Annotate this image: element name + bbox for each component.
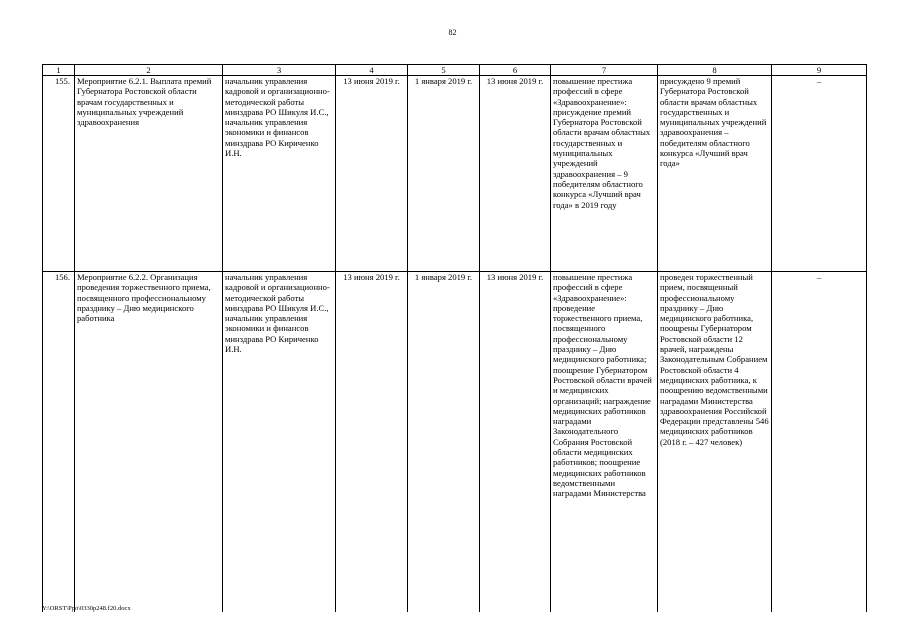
column-number: 6 [480,65,551,76]
column-number: 8 [658,65,772,76]
planned-result-cell: повышение престижа профессий в сфере «Здравоохранение»: присуждение премий Губернатора Ростовской области врачам областных государственных и муниципальных учреждений здравоохранения – 9 победителям областного конкурса «Лучший врач года» в 2019 году [551,76,658,272]
actual-result-cell: проведен торжественный прием, посвященный профессиональному празднику – Дню медицинского работника, поощрены Губернатором Ростовской области 12 врачей, награждены Законодательным Собранием Ростовской области 4 медицинских работника, к поощрению ведомственными наградами Министерства здравоохранения Российской Федерации представлены 546 медицинских работников (2018 г. – 427 человек) [658,272,772,613]
activity-cell: Мероприятие 6.2.1. Выплата премий Губернатора Ростовской области врачам государственных и муниципальных учреждений здравоохранения [75,76,223,272]
actual-date-cell: 13 июня 2019 г. [480,76,551,272]
column-number: 3 [223,65,336,76]
note-cell: – [772,76,867,272]
table-row [43,272,867,613]
column-number: 2 [75,65,223,76]
activity-cell: Мероприятие 6.2.2. Организация проведения торжественного приема, посвященного профессиональному празднику – Дню медицинского работника [75,272,223,613]
column-number: 5 [408,65,480,76]
page-number: 82 [448,28,457,37]
actual-result-cell: присуждено 9 премий Губернатора Ростовской области врачам областных государственных и муниципальных учреждений здравоохранения – победителям областного конкурса «Лучший врач года» [658,76,772,272]
actual-date-cell: 13 июня 2019 г. [480,272,551,613]
end-date-cell: 1 января 2019 г. [408,76,480,272]
column-number: 9 [772,65,867,76]
responsible-cell: начальник управления кадровой и организационно-методической работы минздрава РО Шикуля И.С., начальник управления экономики и финансов минздрава РО Кириченко И.Н. [223,272,336,613]
row-number: 155. [43,76,75,272]
column-number-row [43,65,867,76]
start-date-cell: 13 июня 2019 г. [336,272,408,613]
column-number: 7 [551,65,658,76]
responsible-cell: начальник управления кадровой и организационно-методической работы минздрава РО Шикуля И.С., начальник управления экономики и финансов минздрава РО Кириченко И.Н. [223,76,336,272]
start-date-cell: 13 июня 2019 г. [336,76,408,272]
end-date-cell: 1 января 2019 г. [408,272,480,613]
note-cell: – [772,272,867,613]
table-row [43,76,867,272]
plan-table [42,64,867,612]
column-number: 1 [43,65,75,76]
footer-file-path: Y:\ORST\Ppo\0330p248.f20.docx [42,605,131,612]
row-number: 156. [43,272,75,613]
planned-result-cell: повышение престижа профессий в сфере «Здравоохранение»: проведение торжественного приема, посвященного профессиональному празднику – Дню медицинского работника; поощрение Губернатором Ростовской области врачей и медицинских организаций; награждение медицинских работников наградами Законодательного Собрания Ростовской области медицинских работников; поощрение медицинских работников ведомственными наградами Министерства [551,272,658,613]
column-number: 4 [336,65,408,76]
